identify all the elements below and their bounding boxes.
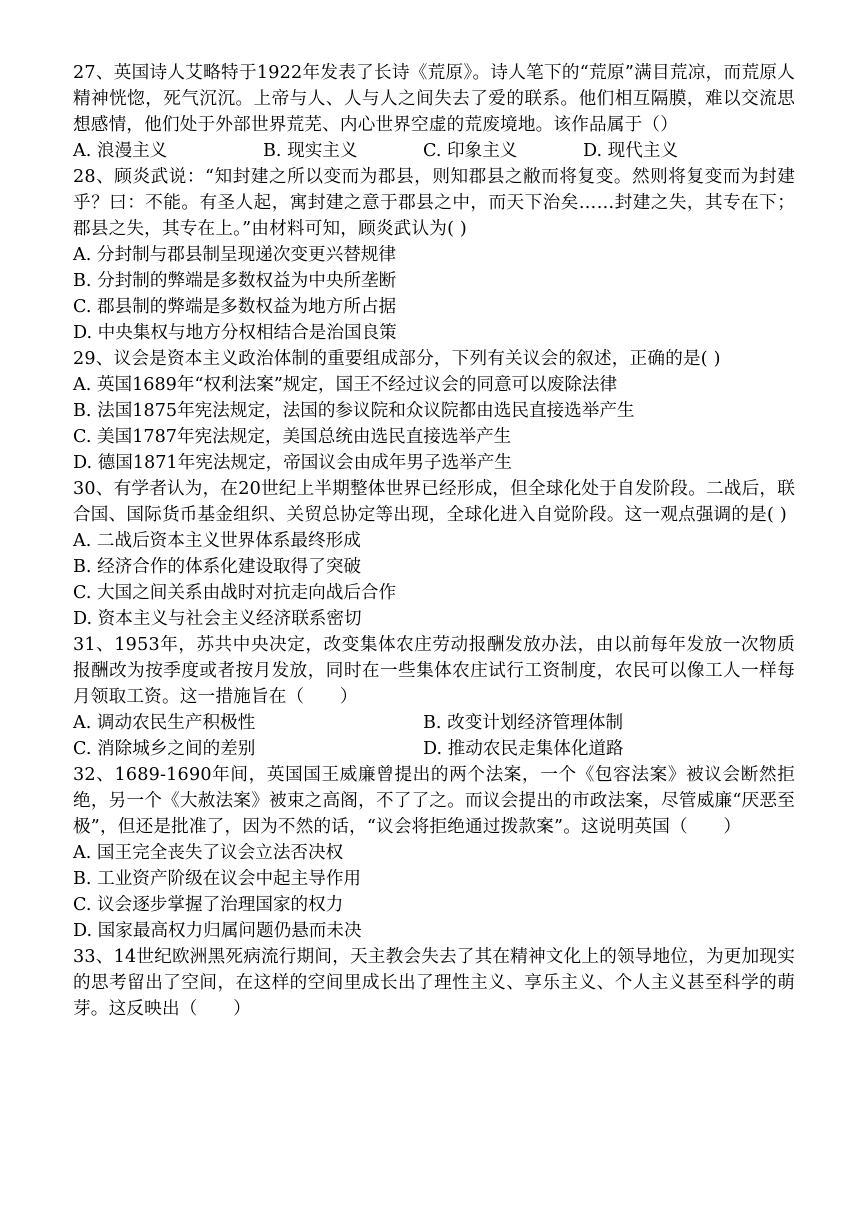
option-b: B. 现实主义 bbox=[263, 141, 358, 161]
option-d: D. 现代主义 bbox=[583, 141, 679, 161]
exam-page bbox=[73, 60, 795, 1022]
option-c: C. 大国之间关系由战时对抗走向战后合作 bbox=[73, 583, 397, 603]
options-grid bbox=[73, 710, 795, 762]
option-c: C. 议会逐步掌握了治理国家的权力 bbox=[73, 895, 344, 915]
option-b: B. 分封制的弊端是多数权益为中央所垄断 bbox=[73, 271, 397, 291]
question-33 bbox=[73, 944, 795, 1022]
option-c: C. 印象主义 bbox=[423, 141, 518, 161]
question-stem: 31、1953年，苏共中央决定，改变集体农庄劳动报酬发放办法，由以前每年发放一次物质报酬改为按季度或者按月发放，同时在一些集体农庄试行工资制度，农民可以像工人一样每月领取工资。这一措施旨在（ ） bbox=[73, 635, 795, 707]
option-a: A. 分封制与郡县制呈现递次变更兴替规律 bbox=[73, 245, 396, 265]
option-a: A. 浪漫主义 bbox=[73, 141, 168, 161]
question-stem: 27、英国诗人艾略特于1922年发表了长诗《荒原》。诗人笔下的“荒原”满目荒凉，而荒原人精神恍惚，死气沉沉。上帝与人、人与人之间失去了爱的联系。他们相互隔膜，难以交流思想感情，他们处于外部世界荒芜、内心世界空虚的荒废境地。该作品属于（） bbox=[73, 63, 795, 135]
question-31 bbox=[73, 632, 795, 762]
option-a: A. 国王完全丧失了议会立法否决权 bbox=[73, 843, 344, 863]
options-row bbox=[73, 138, 795, 164]
option-b: B. 改变计划经济管理体制 bbox=[423, 713, 624, 733]
option-b: B. 工业资产阶级在议会中起主导作用 bbox=[73, 869, 362, 889]
question-stem: 28、顾炎武说：“知封建之所以变而为郡县，则知郡县之敝而将复变。然则将复变而为封建乎？曰：不能。有圣人起，寓封建之意于郡县之中，而天下治矣……封建之失，其专在下；郡县之失，其专在上。”由材料可知，顾炎武认为( ) bbox=[73, 167, 795, 239]
option-d: D. 中央集权与地方分权相结合是治国良策 bbox=[73, 323, 397, 343]
question-27 bbox=[73, 60, 795, 164]
question-32 bbox=[73, 762, 795, 944]
question-stem: 29、议会是资本主义政治体制的重要组成部分，下列有关议会的叙述，正确的是( ) bbox=[73, 349, 721, 369]
option-c: C. 郡县制的弊端是多数权益为地方所占据 bbox=[73, 297, 397, 317]
option-d: D. 资本主义与社会主义经济联系密切 bbox=[73, 609, 362, 629]
question-stem: 30、有学者认为，在20世纪上半期整体世界已经形成，但全球化处于自发阶段。二战后，联合国、国际货币基金组织、关贸总协定等出现，全球化进入自觉阶段。这一观点强调的是( ) bbox=[73, 479, 795, 525]
question-30 bbox=[73, 476, 795, 632]
option-a: A. 调动农民生产积极性 bbox=[73, 713, 256, 733]
question-stem: 32、1689-1690年间，英国国王威廉曾提出的两个法案，一个《包容法案》被议会断然拒绝，另一个《大赦法案》被束之高阁，不了了之。而议会提出的市政法案，尽管威廉“厌恶至极”，但还是批准了，因为不然的话，“议会将拒绝通过拨款案”。这说明英国（ ） bbox=[73, 765, 795, 837]
option-c: C. 美国1787年宪法规定，美国总统由选民直接选举产生 bbox=[73, 427, 512, 447]
option-c: C. 消除城乡之间的差别 bbox=[73, 739, 256, 759]
question-29 bbox=[73, 346, 795, 476]
option-d: D. 推动农民走集体化道路 bbox=[423, 739, 624, 759]
option-b: B. 法国1875年宪法规定，法国的参议院和众议院都由选民直接选举产生 bbox=[73, 401, 635, 421]
option-a: A. 二战后资本主义世界体系最终形成 bbox=[73, 531, 361, 551]
question-stem: 33、14世纪欧洲黑死病流行期间，天主教会失去了其在精神文化上的领导地位，为更加现实的思考留出了空间，在这样的空间里成长出了理性主义、享乐主义、个人主义甚至科学的萌芽。这反映出（ ） bbox=[73, 947, 795, 1019]
option-a: A. 英国1689年“权利法案”规定，国王不经过议会的同意可以废除法律 bbox=[73, 375, 618, 395]
option-d: D. 国家最高权力归属问题仍悬而未决 bbox=[73, 921, 362, 941]
option-b: B. 经济合作的体系化建设取得了突破 bbox=[73, 557, 362, 577]
question-28 bbox=[73, 164, 795, 346]
option-d: D. 德国1871年宪法规定，帝国议会由成年男子选举产生 bbox=[73, 453, 512, 473]
